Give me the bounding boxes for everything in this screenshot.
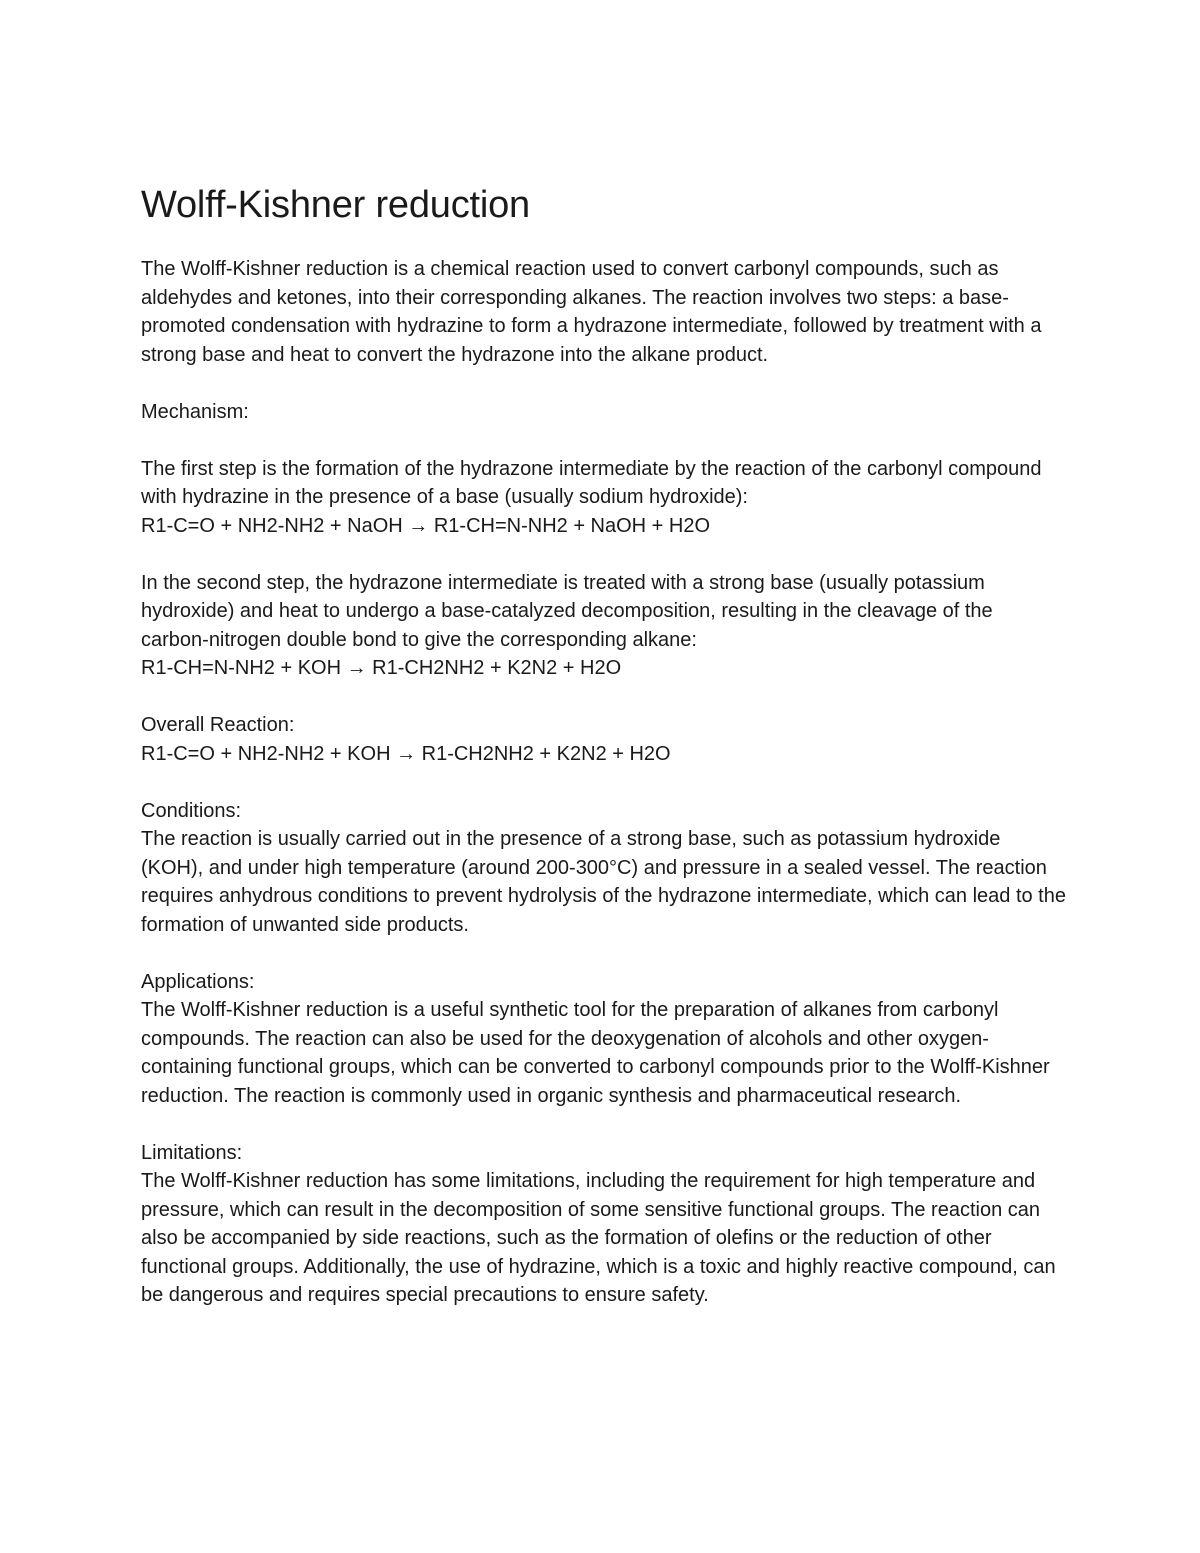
mechanism-step-1 [141,455,1066,541]
mechanism-step-2 [141,569,1066,683]
limitations-heading: Limitations: [141,1141,243,1164]
step-1-text: The first step is the formation of the hydrazone intermediate by the reaction of the carbonyl compound with hydrazine in the presence of a base (usually sodium hydroxide): [141,457,1042,508]
intro-paragraph: The Wolff-Kishner reduction is a chemical reaction used to convert carbonyl compounds, such as aldehydes and ketones, into their corresponding alkanes. The reaction involves two steps: a base-promoted condensation with hydrazine to form a hydrazone intermediate, followed by treatment with a strong base and heat to convert the hydrazone into the alkane product. [141,258,1042,366]
document-page [141,183,1066,1338]
step-2-text: In the second step, the hydrazone intermediate is treated with a strong base (usually potassium hydroxide) and heat to undergo a base-catalyzed decomposition, resulting in the cleavage of the carbon-nitrogen double bond to give the corresponding alkane: [141,571,993,651]
step-1-equation: R1-C=O + NH2-NH2 + NaOH → R1-CH=N-NH2 + NaOH + H2O [141,514,711,537]
document-title: Wolff-Kishner reduction [141,184,530,226]
limitations-section [141,1139,1066,1310]
conditions-section [141,797,1066,940]
applications-text: The Wolff-Kishner reduction is a useful synthetic tool for the preparation of alkanes from carbonyl compounds. The reaction can also be used for the deoxygenation of alcohols and other oxygen-containing functional groups, which can be converted to carbonyl compounds prior to the Wolff-Kishner reduction. The reaction is commonly used in organic synthesis and pharmaceutical research. [141,999,1050,1107]
conditions-heading: Conditions: [141,799,242,822]
overall-reaction-section [141,711,1066,768]
overall-reaction-heading: Overall Reaction: [141,714,295,736]
overall-reaction-equation: R1-C=O + NH2-NH2 + KOH → R1-CH2NH2 + K2N2 + H2O [141,742,671,765]
mechanism-heading: Mechanism: [141,400,249,423]
applications-heading: Applications: [141,970,255,993]
conditions-text: The reaction is usually carried out in the presence of a strong base, such as potassium hydroxide (KOH), and under high temperature (around 200-300°C) and pressure in a sealed vessel. The reaction requires anhydrous conditions to prevent hydrolysis of the hydrazone intermediate, which can lead to the formation of unwanted side products. [141,828,1066,936]
applications-section [141,968,1066,1111]
limitations-text: The Wolff-Kishner reduction has some limitations, including the requirement for high temperature and pressure, which can result in the decomposition of some sensitive functional groups. The reaction can also be accompanied by side reactions, such as the formation of olefins or the reduction of other functional groups. Additionally, the use of hydrazine, which is a toxic and highly reactive compound, can be dangerous and requires special precautions to ensure safety. [141,1170,1056,1306]
step-2-equation: R1-CH=N-NH2 + KOH → R1-CH2NH2 + K2N2 + H2O [141,657,622,679]
